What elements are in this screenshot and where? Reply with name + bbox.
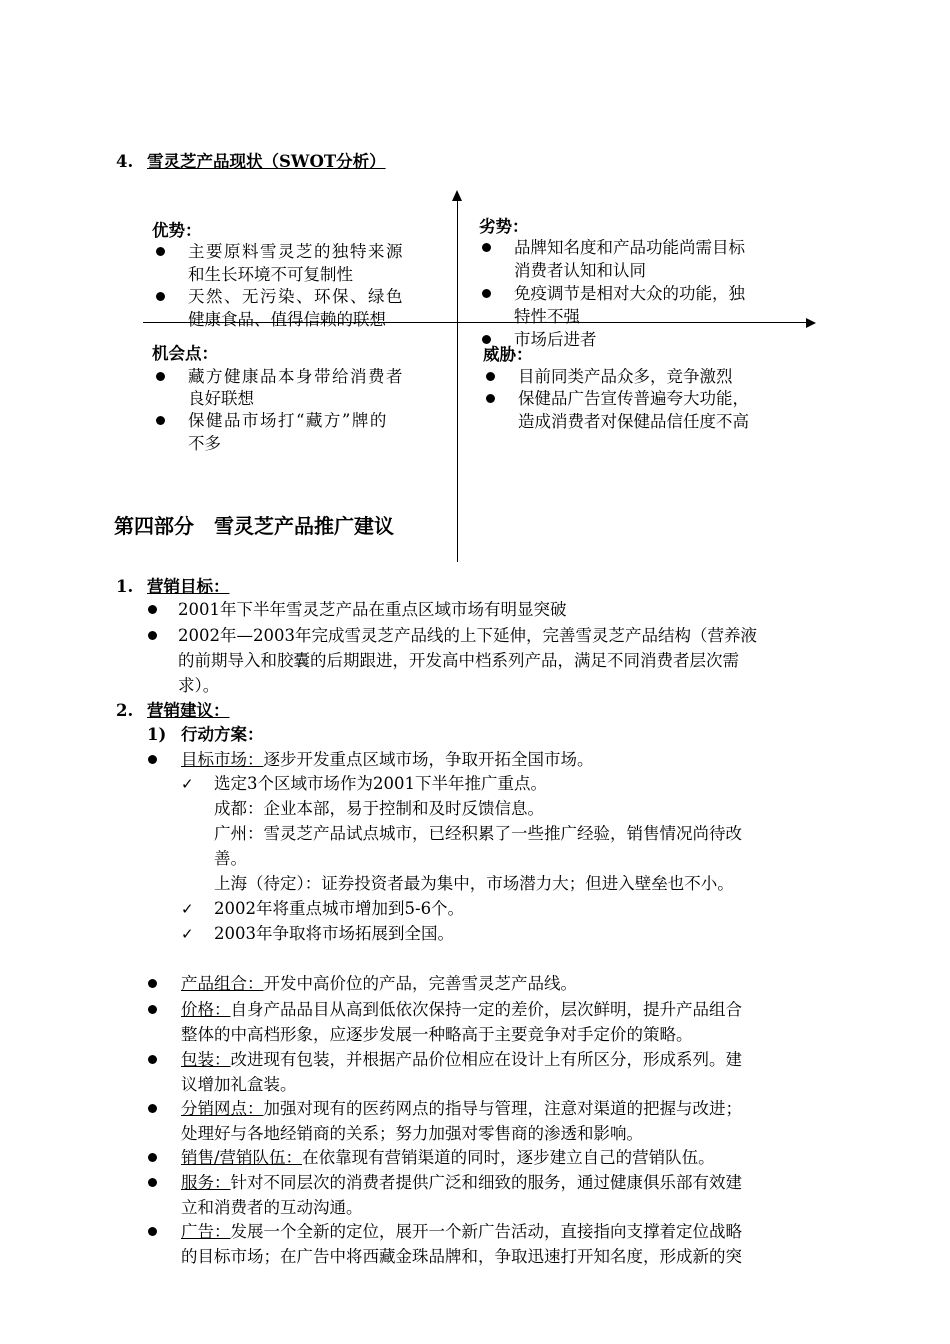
bullet-icon [148, 631, 157, 640]
bullet-icon [482, 243, 491, 252]
section-number: 4. [116, 152, 134, 171]
bullet-icon [156, 416, 165, 425]
check-item-detail: 广州：雪灵芝产品试点城市，已经积累了一些推广经验，销售情况尚待改 [214, 824, 742, 843]
bullet-icon [156, 372, 165, 381]
bullet-icon [148, 1153, 157, 1162]
bullet-icon [148, 1055, 157, 1064]
goal-item: 求）。 [178, 676, 220, 695]
section-title: 雪灵芝产品现状（SWOT分析） [147, 152, 386, 171]
swot-strength-item: 主要原料雪灵芝的独特来源 [188, 242, 404, 261]
bullet-icon [486, 372, 495, 381]
goals-number: 1. [116, 577, 134, 596]
check-item: 2003年争取将市场拓展到全国。 [214, 924, 454, 943]
swot-vertical-axis [457, 200, 458, 562]
swot-strength-item: 天然、无污染、环保、绿色 [188, 287, 404, 306]
swot-opportunity-item: 藏方健康品本身带给消费者 [188, 367, 404, 386]
bullet-icon [148, 1178, 157, 1187]
suggest-item: 分销网点：加强对现有的医药网点的指导与管理，注意对渠道的把握与改进； [181, 1099, 742, 1118]
swot-opportunity-item: 良好联想 [188, 389, 254, 408]
swot-strength-item: 和生长环境不可复制性 [188, 265, 353, 284]
arrow-right-icon [806, 318, 816, 328]
swot-strength-item: 健康食品、值得信赖的联想 [188, 310, 386, 329]
swot-strengths-title: 优势： [152, 221, 202, 240]
swot-weakness-item: 品牌知名度和产品功能尚需目标 [514, 238, 745, 257]
bullet-icon [156, 292, 165, 301]
target-market [181, 749, 594, 771]
suggest-item-cont: 立和消费者的互动沟通。 [181, 1198, 363, 1217]
bullet-icon [148, 1227, 157, 1236]
swot-opportunity-item: 保健品市场打“藏方”牌的 [188, 411, 388, 430]
swot-threat-item: 目前同类产品众多，竞争激烈 [518, 367, 733, 386]
check-item: 2002年将重点城市增加到5-6个。 [214, 899, 465, 918]
suggest-item: 广告：发展一个全新的定位，展开一个新广告活动，直接指向支撑着定位战略 [181, 1222, 742, 1241]
suggest-item: 价格：自身产品品目从高到低依次保持一定的差价，层次鲜明，提升产品组合 [181, 1000, 742, 1019]
bullet-icon [148, 755, 157, 764]
checkmark-icon: ✓ [181, 775, 194, 793]
target-market-text: 逐步开发重点区域市场，争取开拓全国市场。 [263, 750, 594, 769]
suggest-item-cont: 议增加礼盒装。 [181, 1075, 297, 1094]
target-market-label: 目标市场： [181, 750, 264, 769]
check-item-detail: 善。 [214, 849, 247, 868]
swot-opportunity-item: 不多 [188, 434, 221, 453]
suggest-title: 营销建议： [147, 701, 230, 720]
suggest-item: 包装：改进现有包装，并根据产品价位相应在设计上有所区分，形成系列。建 [181, 1050, 742, 1069]
goal-item: 2001年下半年雪灵芝产品在重点区域市场有明显突破 [178, 600, 567, 619]
goal-item: 2002年—2003年完成雪灵芝产品线的上下延伸，完善雪灵芝产品结构（营养液 [178, 626, 757, 645]
swot-weaknesses-title: 劣势： [479, 217, 529, 236]
swot-threat-item: 造成消费者对保健品信任度不高 [518, 412, 749, 431]
suggest-item-cont: 处理好与各地经销商的关系；努力加强对零售商的渗透和影响。 [181, 1124, 643, 1143]
suggest-item-cont: 整体的中高档形象，应逐步发展一种略高于主要竞争对手定价的策略。 [181, 1025, 693, 1044]
sub-number: 1) [147, 725, 167, 744]
suggest-item: 销售/营销队伍：在依靠现有营销渠道的同时，逐步建立自己的营销队伍。 [181, 1148, 715, 1167]
bullet-icon [148, 1005, 157, 1014]
suggest-item: 服务：针对不同层次的消费者提供广泛和细致的服务，通过健康俱乐部有效建 [181, 1173, 742, 1192]
arrow-up-icon [452, 190, 462, 201]
swot-weakness-item: 市场后进者 [514, 330, 597, 349]
sub-title: 行动方案： [181, 725, 264, 744]
swot-threat-item: 保健品广告宣传普遍夸大功能， [518, 389, 749, 408]
swot-opportunities-title: 机会点： [152, 344, 218, 363]
checkmark-icon: ✓ [181, 925, 194, 943]
suggest-item-cont: 的目标市场；在广告中将西藏金珠品牌和，争取迅速打开知名度，形成新的突 [181, 1247, 742, 1266]
check-item-detail: 成都：企业本部，易于控制和及时反馈信息。 [214, 799, 544, 818]
bullet-icon [148, 979, 157, 988]
swot-weakness-item: 特性不强 [514, 307, 580, 326]
swot-weakness-item: 免疫调节是相对大众的功能，独 [514, 284, 745, 303]
suggest-item: 产品组合：开发中高价位的产品，完善雪灵芝产品线。 [181, 974, 577, 993]
checkmark-icon: ✓ [181, 900, 194, 918]
swot-weakness-item: 消费者认知和认同 [514, 261, 646, 280]
bullet-icon [482, 289, 491, 298]
bullet-icon [148, 605, 157, 614]
bullet-icon [486, 394, 495, 403]
bullet-icon [156, 247, 165, 256]
part-title: 第四部分 雪灵芝产品推广建议 [114, 514, 394, 538]
bullet-icon [148, 1104, 157, 1113]
suggest-number: 2. [116, 701, 134, 720]
bullet-icon [482, 335, 491, 344]
swot-threats-title: 威胁： [483, 345, 533, 364]
goals-title: 营销目标： [147, 577, 230, 596]
goal-item: 的前期导入和胶囊的后期跟进，开发高中档系列产品，满足不同消费者层次需 [178, 651, 739, 670]
check-item-detail: 上海（待定）：证券投资者最为集中，市场潜力大；但进入壁垒也不小。 [214, 874, 734, 893]
check-item: 选定3个区域市场作为2001下半年推广重点。 [214, 774, 547, 793]
